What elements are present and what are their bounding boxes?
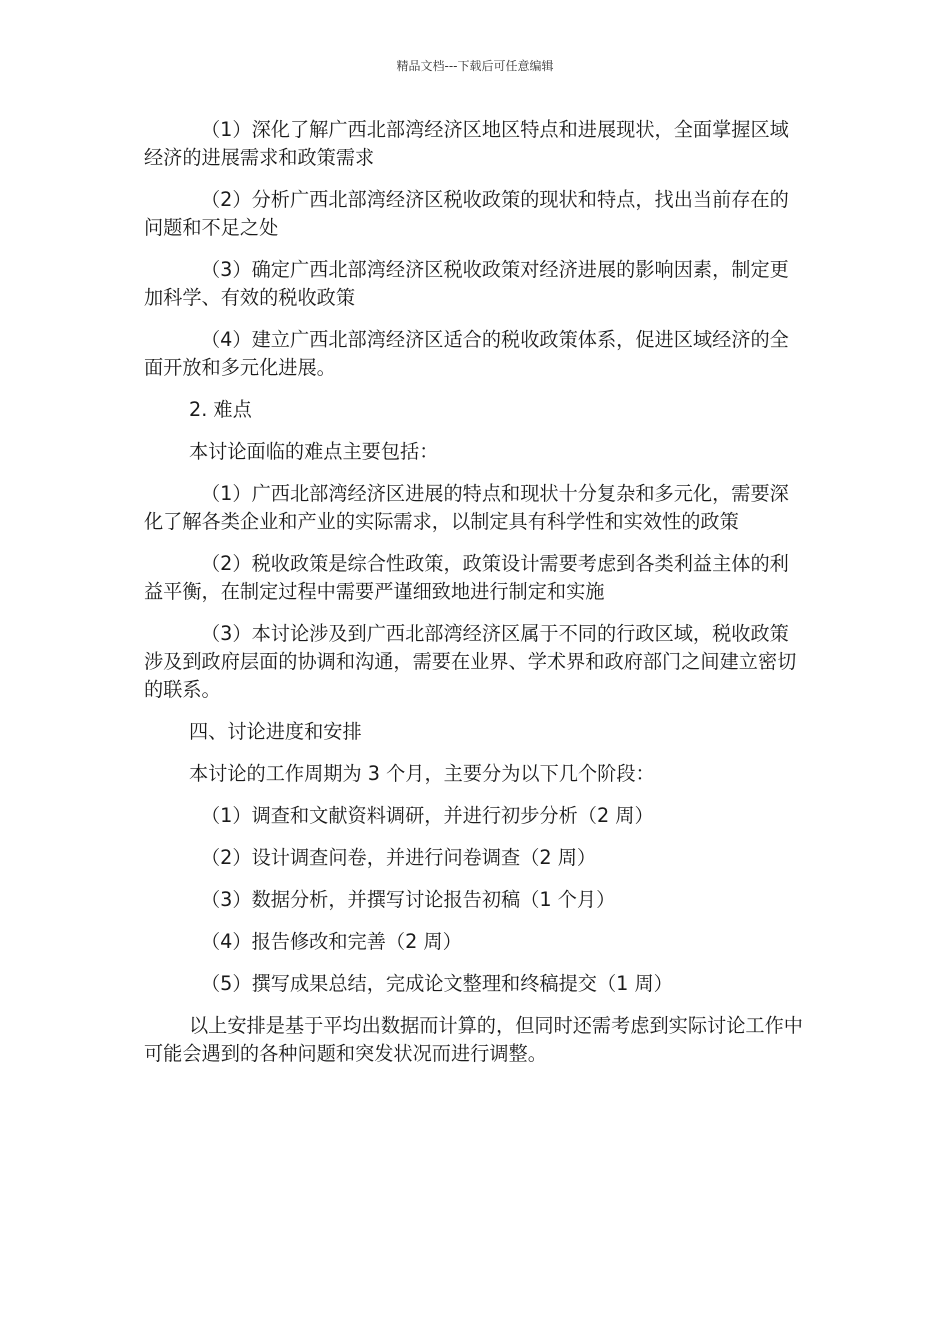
goal-item-3: （3）确定广西北部湾经济区税收政策对经济进展的影响因素，制定更加科学、有效的税收政策: [144, 258, 789, 309]
goal-item-2: （2）分析广西北部湾经济区税收政策的现状和特点，找出当前存在的问题和不足之处: [144, 188, 789, 239]
difficulty-item-3: （3）本讨论涉及到广西北部湾经济区属于不同的行政区域，税收政策涉及到政府层面的协调和沟通，需要在业界、学术界和政府部门之间建立密切的联系。: [144, 622, 797, 701]
document-body: [144, 116, 806, 1082]
section-heading-schedule: 四、讨论进度和安排: [189, 720, 362, 743]
difficulty-item-1: （1）广西北部湾经济区进展的特点和现状十分复杂和多元化，需要深化了解各类企业和产业的实际需求，以制定具有科学性和实效性的政策: [144, 482, 789, 533]
schedule-item-2: （2）设计调查问卷，并进行问卷调查（2 周）: [201, 846, 597, 869]
schedule-item-4: （4）报告修改和完善（2 周）: [201, 930, 462, 953]
difficulties-intro: 本讨论面临的难点主要包括：: [189, 440, 439, 463]
difficulty-item-2: （2）税收政策是综合性政策，政策设计需要考虑到各类利益主体的利益平衡，在制定过程中需要严谨细致地进行制定和实施: [144, 552, 789, 603]
schedule-intro: 本讨论的工作周期为 3 个月，主要分为以下几个阶段：: [189, 762, 655, 785]
goal-item-4: （4）建立广西北部湾经济区适合的税收政策体系，促进区域经济的全面开放和多元化进展。: [144, 328, 789, 379]
schedule-item-5: （5）撰写成果总结，完成论文整理和终稿提交（1 周）: [201, 972, 673, 995]
schedule-item-3: （3）数据分析，并撰写讨论报告初稿（1 个月）: [201, 888, 616, 911]
closing-paragraph: 以上安排是基于平均出数据而计算的，但同时还需考虑到实际讨论工作中可能会遇到的各种问题和突发状况而进行调整。: [144, 1014, 803, 1065]
page-header: 精品文档---下载后可任意编辑: [396, 59, 554, 73]
schedule-item-1: （1）调查和文献资料调研，并进行初步分析（2 周）: [201, 804, 654, 827]
goal-item-1: （1）深化了解广西北部湾经济区地区特点和进展现状，全面掌握区域经济的进展需求和政策需求: [144, 118, 789, 169]
section-heading-difficulties: 2. 难点: [189, 398, 252, 421]
